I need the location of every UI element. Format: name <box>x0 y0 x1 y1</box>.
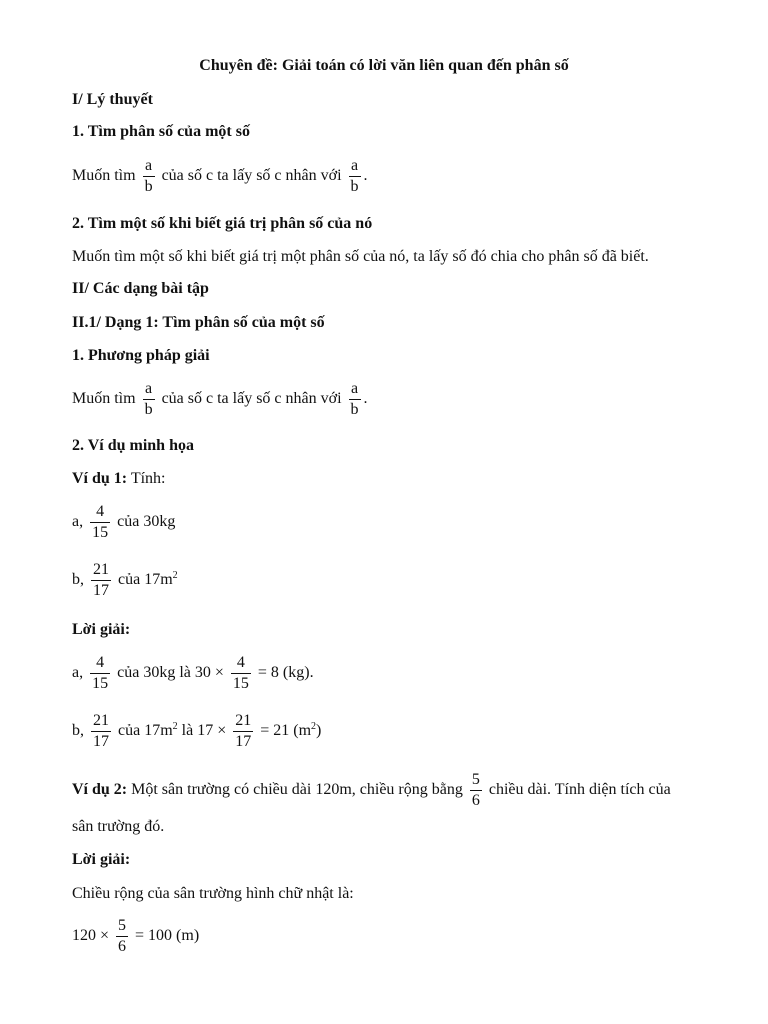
fraction: $\frac{21}{17}$ <box>93 712 109 750</box>
fraction: $\frac{4}{15}$ <box>92 503 109 541</box>
subheading-find-fraction: 1. Tìm phân số của một số <box>72 123 250 140</box>
solution-2-calc: 120 × $\frac{5}{6}$ = 100 (m) <box>72 917 200 955</box>
fraction: $\frac{a}{b}$ <box>350 380 359 418</box>
solution-2-text: Chiều rộng của sân trường hình chữ nhật là: <box>72 885 354 902</box>
subheading-method: 1. Phương pháp giải <box>72 347 210 364</box>
fraction: $\frac{5}{6}$ <box>118 917 127 955</box>
page-title: Chuyên đề: Giải toán có lời văn liên quan đến phân số <box>199 57 569 74</box>
fraction: $\frac{4}{15}$ <box>92 654 109 692</box>
subheading-find-number: 2. Tìm một số khi biết giá trị phân số của nó <box>72 215 373 232</box>
section-heading-theory: I/ Lý thuyết <box>72 91 153 108</box>
fraction: $\frac{5}{6}$ <box>471 771 480 809</box>
fraction: $\frac{4}{15}$ <box>232 654 249 692</box>
rule-method: Muốn tìm $\frac{a}{b}$ của số c ta lấy số c nhân với $\frac{a}{b}$ . <box>72 380 368 418</box>
solution-1-heading: Lời giải: <box>72 621 131 638</box>
rule-find-fraction: Muốn tìm $\frac{a}{b}$ của số c ta lấy số c nhân với $\frac{a}{b}$ . <box>72 157 368 195</box>
example-2: Ví dụ 2: Một sân trường có chiều dài 120m, chiều rộng bằng $\frac{5}{6}$ chiều dài. Tính diện tích của <box>72 771 671 809</box>
fraction: $\frac{21}{17}$ <box>93 561 109 599</box>
section-heading-exercises: II/ Các dạng bài tập <box>72 280 209 297</box>
solution-2-heading: Lời giải: <box>72 851 131 868</box>
fraction: $\frac{a}{b}$ <box>350 157 359 195</box>
example-2-continued: sân trường đó. <box>72 818 165 835</box>
solution-1b: b, $\frac{21}{17}$ của $17m^2$ là 17 × $\frac{21}{17}$ = 21 $(m^2)$ <box>72 712 322 750</box>
example-1b: b, $\frac{21}{17}$ của $17m^2$ <box>72 561 178 599</box>
fraction: $\frac{a}{b}$ <box>144 380 153 418</box>
example-1-heading: Ví dụ 1: Tính: <box>72 470 166 487</box>
fraction: $\frac{21}{17}$ <box>235 712 252 750</box>
subheading-examples: 2. Ví dụ minh họa <box>72 437 194 454</box>
fraction: $\frac{a}{b}$ <box>144 157 153 195</box>
section-heading-type1: II.1/ Dạng 1: Tìm phân số của một số <box>72 314 325 331</box>
rule-find-number: Muốn tìm một số khi biết giá trị một phân số của nó, ta lấy số đó chia cho phân số đã biết. <box>72 248 649 265</box>
example-1a: a, $\frac{4}{15}$ của 30kg <box>72 503 176 541</box>
solution-1a: a, $\frac{4}{15}$ của 30kg là 30 × $\frac{4}{15}$ = 8 (kg). <box>72 654 314 692</box>
